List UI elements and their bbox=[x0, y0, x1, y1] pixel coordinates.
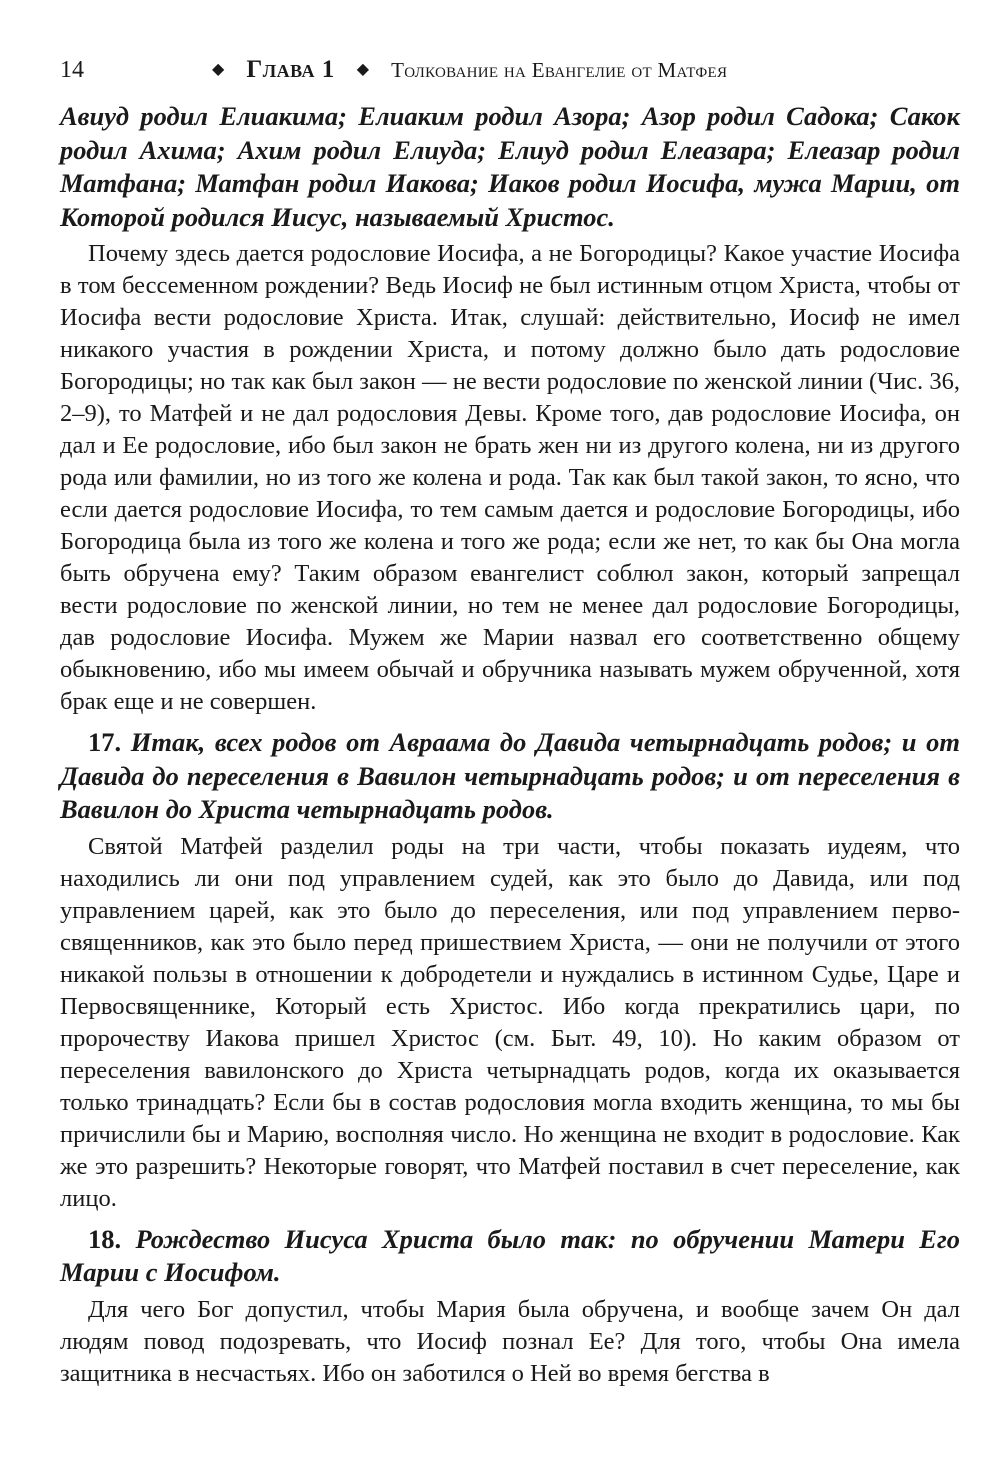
commentary-paragraph: Для чего Бог допустил, чтобы Мария была обручена, и вообще зачем Он дал людям повод подозревать, что Иосиф познал Ее? Для того, чтобы Она имела защитника в несчастьях. Ибо он заботился о Ней во время бегства в bbox=[60, 1295, 960, 1387]
diamond-separator-icon: ◆ bbox=[212, 61, 225, 78]
verse-text: Итак, всех родов от Авраама до Давида четырнадцать родов; и от Давида до переселения в Вавилон четырнадцать родов; и от переселения в Вавилон до Христа четырнадцать родов. bbox=[60, 727, 961, 824]
verse-block bbox=[60, 100, 960, 234]
chapter-label: Глава 1 bbox=[246, 56, 335, 83]
diamond-separator-icon: ◆ bbox=[356, 61, 370, 78]
verse-number: 17. bbox=[88, 727, 122, 757]
verse-block bbox=[60, 726, 960, 827]
commentary-paragraph: Почему здесь дается родословие Иосифа, а не Богородицы? Какое участие Иосифа в том бессеменном рождении? Ведь Иосиф не был истинным отцом Христа, чтобы от Иосифа вести родословие Христа. Итак, слушай: действительно, Иосиф не имел никакого участия в рождении Христа, и потому должно было дать родословие Богородицы; но так как был закон — не вести родословие по женской линии (Чис. 36, 2–9), то Матфей и не дал родословия Девы. Кроме того, дав родословие Иосифа, он дал и Ее родословие, ибо был закон не брать жен ни из другого колена, ни из другого рода или фамилии, но из того же колена и рода. Так как был такой закон, то ясно, что если дается родословие Иосифа, то тем самым дается и родословие Богородицы, ибо Богородица была из того же колена и того же рода; если же нет, то как бы Она могла быть обручена ему? Таким образом евангелист соблюл закон, который запрещал вести родословие по женской линии, но тем не менее дал родословие Богородицы, дав родословие Иосифа. Мужем же Марии назвал его соответственно общему обыкновению, ибо мы имеем обычай и обручника называть мужем обрученной, хотя брак еще и не совершен. bbox=[60, 240, 960, 715]
page-number: 14 bbox=[60, 57, 84, 83]
running-header bbox=[60, 56, 960, 96]
verse-text: Рождество Иисуса Христа было так: по обручении Матери Его Марии с Иосифом. bbox=[60, 1223, 961, 1287]
verse-block bbox=[60, 1223, 960, 1290]
verse-text: Авиуд родил Елиакима; Елиаким родил Азора; Азор родил Садока; Сакок родил Ахима; Ахим родил Елиуда; Елиуд родил Елеазара; Елеазар родил Матфана; Матфан родил Иакова; Иаков родил Иосифа, мужа Марии, от Которой родился Иисус, называемый Христос. bbox=[60, 101, 960, 232]
commentary-paragraph: Святой Матфей разделил роды на три части, чтобы показать иудеям, что находились ли они под управлением судей, как это было до Давида, или под управлением царей, как это было до переселения, или под управлением первосвященников, как это было перед пришествием Христа, — они не получили от этого никакой пользы в отношении к добродетели и нуждались в истинном Судье, Царе и Первосвященнике, Который есть Христос. Ибо когда прекратились цари, по пророчеству Иакова пришел Христос (см. Быт. 49, 10). Но каким образом от переселения вавилонского до Христа четырнадцать родов, когда их оказывается только тринадцать? Если бы в состав родословия могла входить женщина, то мы бы причислили бы и Марию, восполняя число. Но женщина не входит в родословие. Как же это разрешить? Некоторые говорят, что Матфей поставил в счет переселение, как лицо. bbox=[60, 832, 960, 1212]
book-title: Толкование на Евангелие от Матфея bbox=[391, 58, 728, 82]
verse-number: 18. bbox=[88, 1223, 122, 1254]
